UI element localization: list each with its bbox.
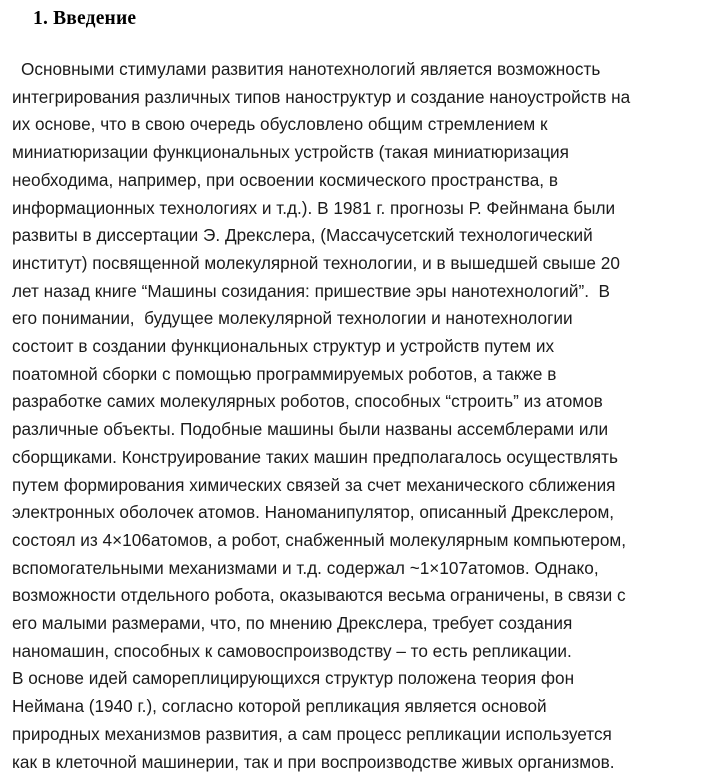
text-line: вспомогательными механизмами и т.д. содержал ~1×107атомов. Однако, — [12, 557, 599, 578]
text-line: Неймана (1940 г.), согласно которой репликация является основой — [12, 696, 547, 717]
text-line: различные объекты. Подобные машины были названы ассемблерами или — [12, 419, 609, 440]
text-line: наномашин, способных к самовоспроизводству – то есть репликации. — [12, 640, 572, 661]
text-line: поатомной сборки с помощью программируемых роботов, а также в — [12, 363, 557, 384]
text-line: природных механизмов развития, а сам процесс репликации используется — [12, 723, 612, 744]
text-line: В основе идей самореплицирующихся структур положена теория фон — [12, 668, 575, 689]
text-line: состоял из 4×106атомов, а робот, снабженный молекулярным компьютером, — [12, 529, 627, 550]
text-line: сборщиками. Конструирование таких машин предполагалось осуществлять — [12, 446, 618, 467]
text-line: Основными стимулами развития нанотехнологий является возможность — [21, 59, 601, 79]
text-line: необходима, например, при освоении космического пространства, в — [12, 169, 558, 190]
text-line: его малыми размерами, что, по мнению Дрекслера, требует создания — [12, 613, 573, 634]
paragraph — [12, 56, 711, 665]
paragraph — [12, 665, 711, 776]
text-line: миниатюризации функциональных устройств (такая миниатюризация — [12, 142, 569, 163]
section-heading: 1. Введение — [33, 8, 137, 29]
text-line: их основе, что в свою очередь обусловлено общим стремлением к — [12, 114, 548, 135]
text-line: лет назад книге “Машины созидания: пришествие эры нанотехнологий”. В — [12, 280, 610, 301]
text-line: путем формирования химических связей за счет механического сближения — [12, 474, 616, 495]
text-line: разработке самих молекулярных роботов, способных “строить” из атомов — [12, 391, 603, 412]
text-line: возможности отдельного робота, оказываются весьма ограничены, в связи с — [12, 585, 626, 606]
text-line: электронных оболочек атомов. Наноманипулятор, описанный Дрекслером, — [12, 502, 615, 523]
text-line: состоит в создании функциональных структур и устройств путем их — [12, 336, 555, 357]
document-body — [12, 56, 711, 776]
text-line: институт) посвященной молекулярной технологии, и в вышедшей свыше 20 — [12, 252, 620, 273]
text-line: развиты в диссертации Э. Дрекслера, (Массачусетский технологический — [12, 225, 593, 246]
text-line: его понимании, будущее молекулярной технологии и нанотехнологии — [12, 308, 573, 329]
text-line: как в клеточной машинерии, так и при воспроизводстве живых организмов. — [12, 751, 615, 772]
text-line: интегрирования различных типов наноструктур и создание наноустройств на — [12, 86, 631, 107]
text-line: информационных технологиях и т.д.). В 1981 г. прогнозы Р. Фейнмана были — [12, 197, 616, 218]
